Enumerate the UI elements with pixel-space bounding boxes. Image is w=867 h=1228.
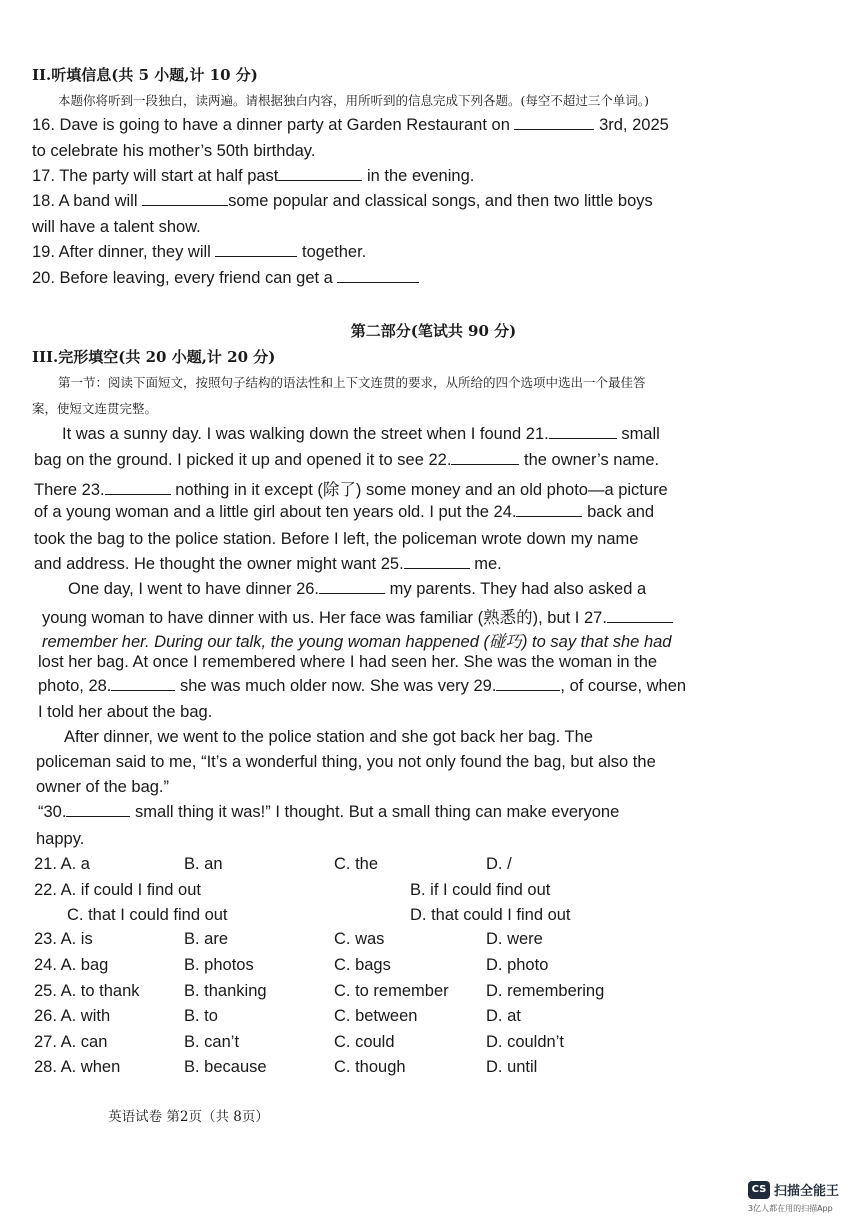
listening-section-title: II.听填信息(共 5 小题,计 10 分) [32, 66, 258, 84]
passage-p2-line2: young woman to have dinner with us. Her face was familiar (熟悉的), but I 27. [42, 604, 673, 628]
answer-blank-24[interactable] [516, 502, 582, 517]
answer-blank-26[interactable] [319, 579, 385, 594]
option-26-a[interactable]: A. with [60, 1007, 111, 1025]
option-row-28: 28. A. when [34, 1058, 121, 1076]
option-21-d[interactable]: D. / [486, 855, 512, 873]
passage-p2-line4: lost her bag. At once I remembered where I had seen her. She was the woman in the [38, 653, 658, 671]
option-21-a[interactable]: A. a [60, 855, 90, 873]
option-23-d[interactable]: D. were [486, 930, 543, 948]
option-25-c[interactable]: C. to remember [334, 982, 449, 1000]
option-28-d[interactable]: D. until [486, 1058, 538, 1076]
cloze-section-title: III.完形填空(共 20 小题,计 20 分) [32, 348, 276, 366]
passage-p3-line1: After dinner, we went to the police station and she got back her bag. The [64, 728, 593, 746]
answer-blank-22[interactable] [451, 450, 519, 465]
page-footer: 英语试卷 第2页（共 8页） [108, 1109, 269, 1125]
question-18-line1: 18. A band will some popular and classical songs, and then two little boys [32, 192, 653, 210]
option-26-b[interactable]: B. to [184, 1007, 218, 1025]
cloze-instruction: 第一节：阅读下面短文，按照句子结构的语法性和上下文连贯的要求，从所给的四个选项中选出一个最佳答 案，使短文连贯完整。 [32, 375, 646, 416]
option-26-c[interactable]: C. between [334, 1007, 418, 1025]
answer-blank-18[interactable] [142, 191, 228, 206]
scanner-app-name: 扫描全能王 [774, 1184, 840, 1199]
option-row-21: 21. A. a [34, 855, 90, 873]
answer-blank-20[interactable] [337, 268, 419, 283]
answer-blank-23[interactable] [105, 480, 171, 495]
question-17: 17. The party will start at half past in the evening. [32, 167, 475, 185]
passage-p1-line4: of a young woman and a little girl about ten years old. I put the 24. back and [34, 503, 655, 521]
passage-p1-line3: There 23. nothing in it except (除了) some money and an old photo—a picture [34, 481, 668, 499]
option-row-27: 27. A. can [34, 1033, 108, 1051]
passage-p1-line1: It was a sunny day. I was walking down the street when I found 21. small [62, 425, 660, 443]
passage-p3-line3: owner of the bag.” [36, 778, 169, 796]
option-23-b[interactable]: B. are [184, 930, 229, 948]
answer-blank-25[interactable] [404, 554, 470, 569]
passage-p2-line1: One day, I went to have dinner 26. my parents. They had also asked a [68, 580, 647, 598]
passage-p2-line6: I told her about the bag. [38, 703, 213, 721]
question-16-line1: 16. Dave is going to have a dinner party at Garden Restaurant on 3rd, 2025 [32, 116, 669, 134]
passage-p1-line6: and address. He thought the owner might want 25. me. [34, 555, 502, 573]
option-row-26: 26. A. with [34, 1007, 111, 1025]
option-25-a[interactable]: A. to thank [60, 982, 140, 1000]
option-27-c[interactable]: C. could [334, 1033, 395, 1051]
passage-p2-line5: photo, 28. she was much older now. She was very 29. , of course, when [38, 677, 687, 695]
option-27-d[interactable]: D. couldn’t [486, 1033, 564, 1051]
answer-blank-27[interactable] [607, 608, 673, 623]
option-row-23: 23. A. is [34, 930, 93, 948]
camscanner-logo-icon: CS [748, 1181, 770, 1199]
passage-p1-line5: took the bag to the police station. Before I left, the policeman wrote down my name [34, 530, 639, 548]
option-23-c[interactable]: C. was [334, 930, 385, 948]
option-21-c[interactable]: C. the [334, 855, 379, 873]
option-22-b[interactable]: B. if I could find out [410, 881, 551, 899]
option-24-c[interactable]: C. bags [334, 956, 391, 974]
option-28-c[interactable]: C. though [334, 1058, 406, 1076]
option-25-b[interactable]: B. thanking [184, 982, 267, 1000]
answer-blank-16[interactable] [514, 115, 594, 130]
option-23-a[interactable]: A. is [60, 930, 93, 948]
option-27-a[interactable]: A. can [60, 1033, 108, 1051]
passage-p4-line1: “30. small thing it was!” I thought. But a small thing can make everyone [38, 803, 620, 821]
listening-instruction: 本题你将听到一段独白，读两遍。请根据独白内容，用所听到的信息完成下列各题。(每空不超过三个单词。) [58, 93, 650, 108]
answer-blank-30[interactable] [66, 802, 130, 817]
passage-p2-line3: remember her. During our talk, the young woman happened (碰巧) to say that she had [42, 633, 672, 651]
answer-blank-21[interactable] [549, 424, 617, 439]
passage-p4-line2: happy. [36, 830, 85, 848]
option-27-b[interactable]: B. can’t [184, 1033, 240, 1051]
question-20: 20. Before leaving, every friend can get a [32, 268, 419, 288]
answer-blank-17[interactable] [278, 166, 362, 181]
passage-p1-line2: bag on the ground. I picked it up and opened it to see 22. the owner’s name. [34, 451, 660, 469]
option-24-a[interactable]: A. bag [60, 956, 109, 974]
option-24-d[interactable]: D. photo [486, 956, 549, 974]
option-22-a[interactable]: A. if could I find out [60, 881, 201, 899]
answer-blank-28[interactable] [111, 676, 175, 691]
option-24-b[interactable]: B. photos [184, 956, 254, 974]
passage-p3-line2: policeman said to me, “It’s a wonderful thing, you not only found the bag, but also the [36, 753, 656, 771]
answer-blank-29[interactable] [496, 676, 560, 691]
option-22-d[interactable]: D. that could I find out [410, 906, 571, 924]
question-19: 19. After dinner, they will together. [32, 243, 367, 261]
part-2-title: 第二部分(笔试共 90 分) [350, 322, 517, 340]
scanner-watermark [748, 1180, 839, 1199]
answer-blank-19[interactable] [215, 242, 297, 257]
option-row-25: 25. A. to thank [34, 982, 140, 1000]
option-row-24: 24. A. bag [34, 956, 109, 974]
scanner-tagline: 3亿人都在用的扫描App [748, 1204, 833, 1213]
option-25-d[interactable]: D. remembering [486, 982, 605, 1000]
option-28-b[interactable]: B. because [184, 1058, 267, 1076]
option-row-22: 22. A. if could I find out [34, 881, 201, 899]
option-28-a[interactable]: A. when [60, 1058, 121, 1076]
question-16-line2: to celebrate his mother’s 50th birthday. [32, 142, 316, 160]
option-21-b[interactable]: B. an [184, 855, 223, 873]
option-26-d[interactable]: D. at [486, 1007, 521, 1025]
question-18-line2: will have a talent show. [32, 218, 201, 236]
option-22-c[interactable]: C. that I could find out [67, 906, 228, 924]
